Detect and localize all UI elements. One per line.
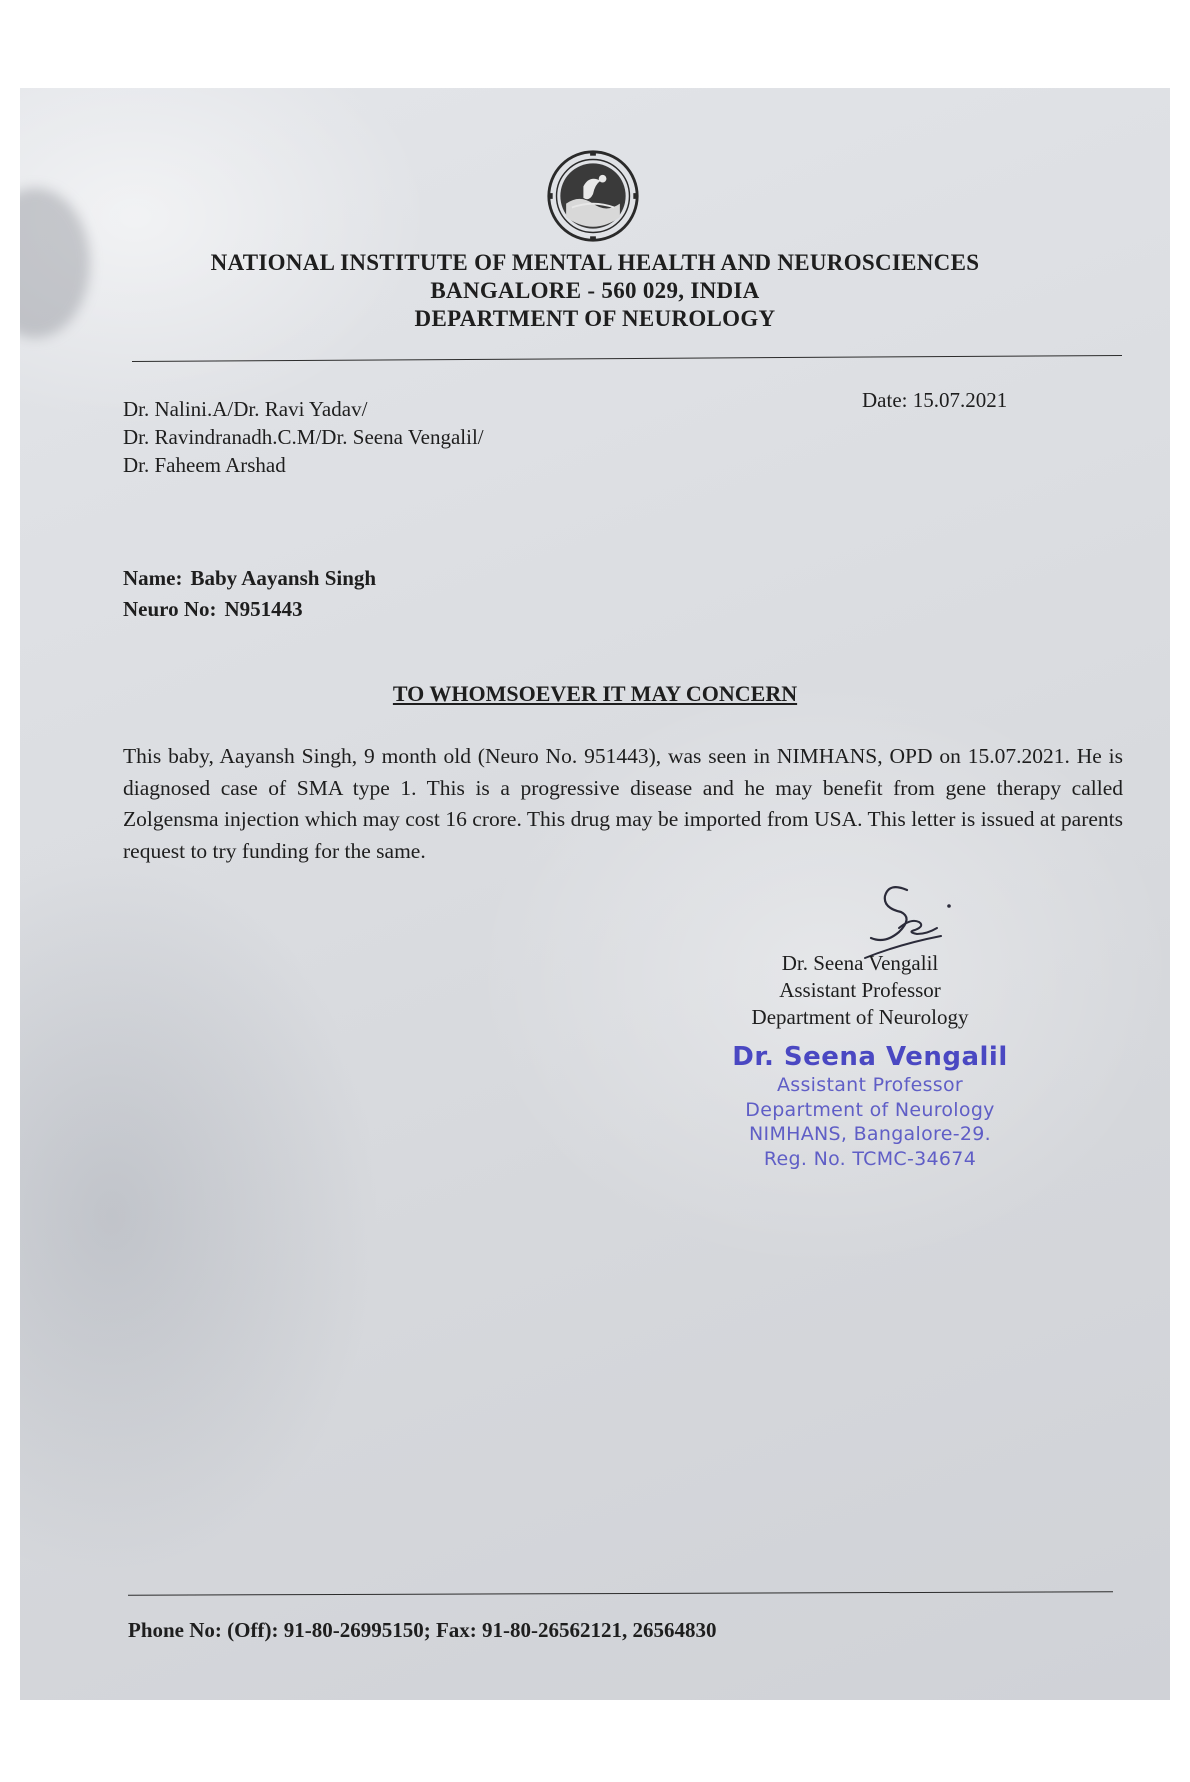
letter-sheet — [20, 88, 1170, 1700]
stamp-institute: NIMHANS, Bangalore-29. — [749, 1123, 991, 1145]
stamp-department: Department of Neurology — [745, 1098, 995, 1121]
letter-subject: TO WHOMSOEVER IT MAY CONCERN — [392, 681, 798, 706]
doctor-line: Dr. Ravindranadh.C.M/Dr. Seena Vengalil/ — [123, 425, 484, 449]
signatory-name: Dr. Seena Vengalil — [781, 951, 939, 975]
neuro-no-label: Neuro No: — [123, 597, 217, 621]
nimhans-emblem-icon — [545, 148, 641, 244]
header-divider — [132, 355, 1122, 362]
institute-name: NATIONAL INSTITUTE OF MENTAL HEALTH AND NEUROSCIENCES — [210, 250, 980, 275]
patient-name-label: Name: — [123, 566, 183, 590]
doctor-line: Dr. Nalini.A/Dr. Ravi Yadav/ — [123, 397, 368, 421]
letter-date: Date: 15.07.2021 — [862, 388, 1008, 412]
institute-address: BANGALORE - 560 029, INDIA — [430, 278, 760, 303]
doctor-line: Dr. Faheem Arshad — [123, 453, 286, 477]
contact-footer: Phone No: (Off): 91-80-26995150; Fax: 91-80-26562121, 26564830 — [128, 1618, 717, 1642]
signatory-department: Department of Neurology — [751, 1005, 969, 1029]
patient-details — [123, 563, 376, 625]
department-name: DEPARTMENT OF NEUROLOGY — [414, 306, 776, 331]
patient-name: Baby Aayansh Singh — [190, 566, 377, 590]
signatory-title: Assistant Professor — [779, 978, 941, 1002]
patient-name-row — [123, 563, 376, 594]
stamp-reg-no: Reg. No. TCMC-34674 — [763, 1147, 977, 1170]
neuro-no-row — [123, 594, 376, 625]
doctors-list — [123, 395, 484, 479]
signatory-block — [710, 950, 1010, 1031]
stamp-title: Assistant Professor — [776, 1074, 964, 1096]
letter-body: This baby, Aayansh Singh, 9 month old (Neuro No. 951443), was seen in NIMHANS, OPD on 15.07.2021. He is diagnosed case of SMA type 1. This is a progressive disease and he may benefit from gene therapy called Zolgensma injection which may cost 16 crore. This drug may be imported from USA. This letter is issued at parents request to try funding for the same. — [123, 744, 1123, 863]
doctor-stamp — [710, 1041, 1030, 1171]
footer-divider — [128, 1591, 1113, 1595]
neuro-no: N951443 — [224, 597, 303, 621]
stamp-name: Dr. Seena Vengalil — [732, 1042, 1008, 1072]
